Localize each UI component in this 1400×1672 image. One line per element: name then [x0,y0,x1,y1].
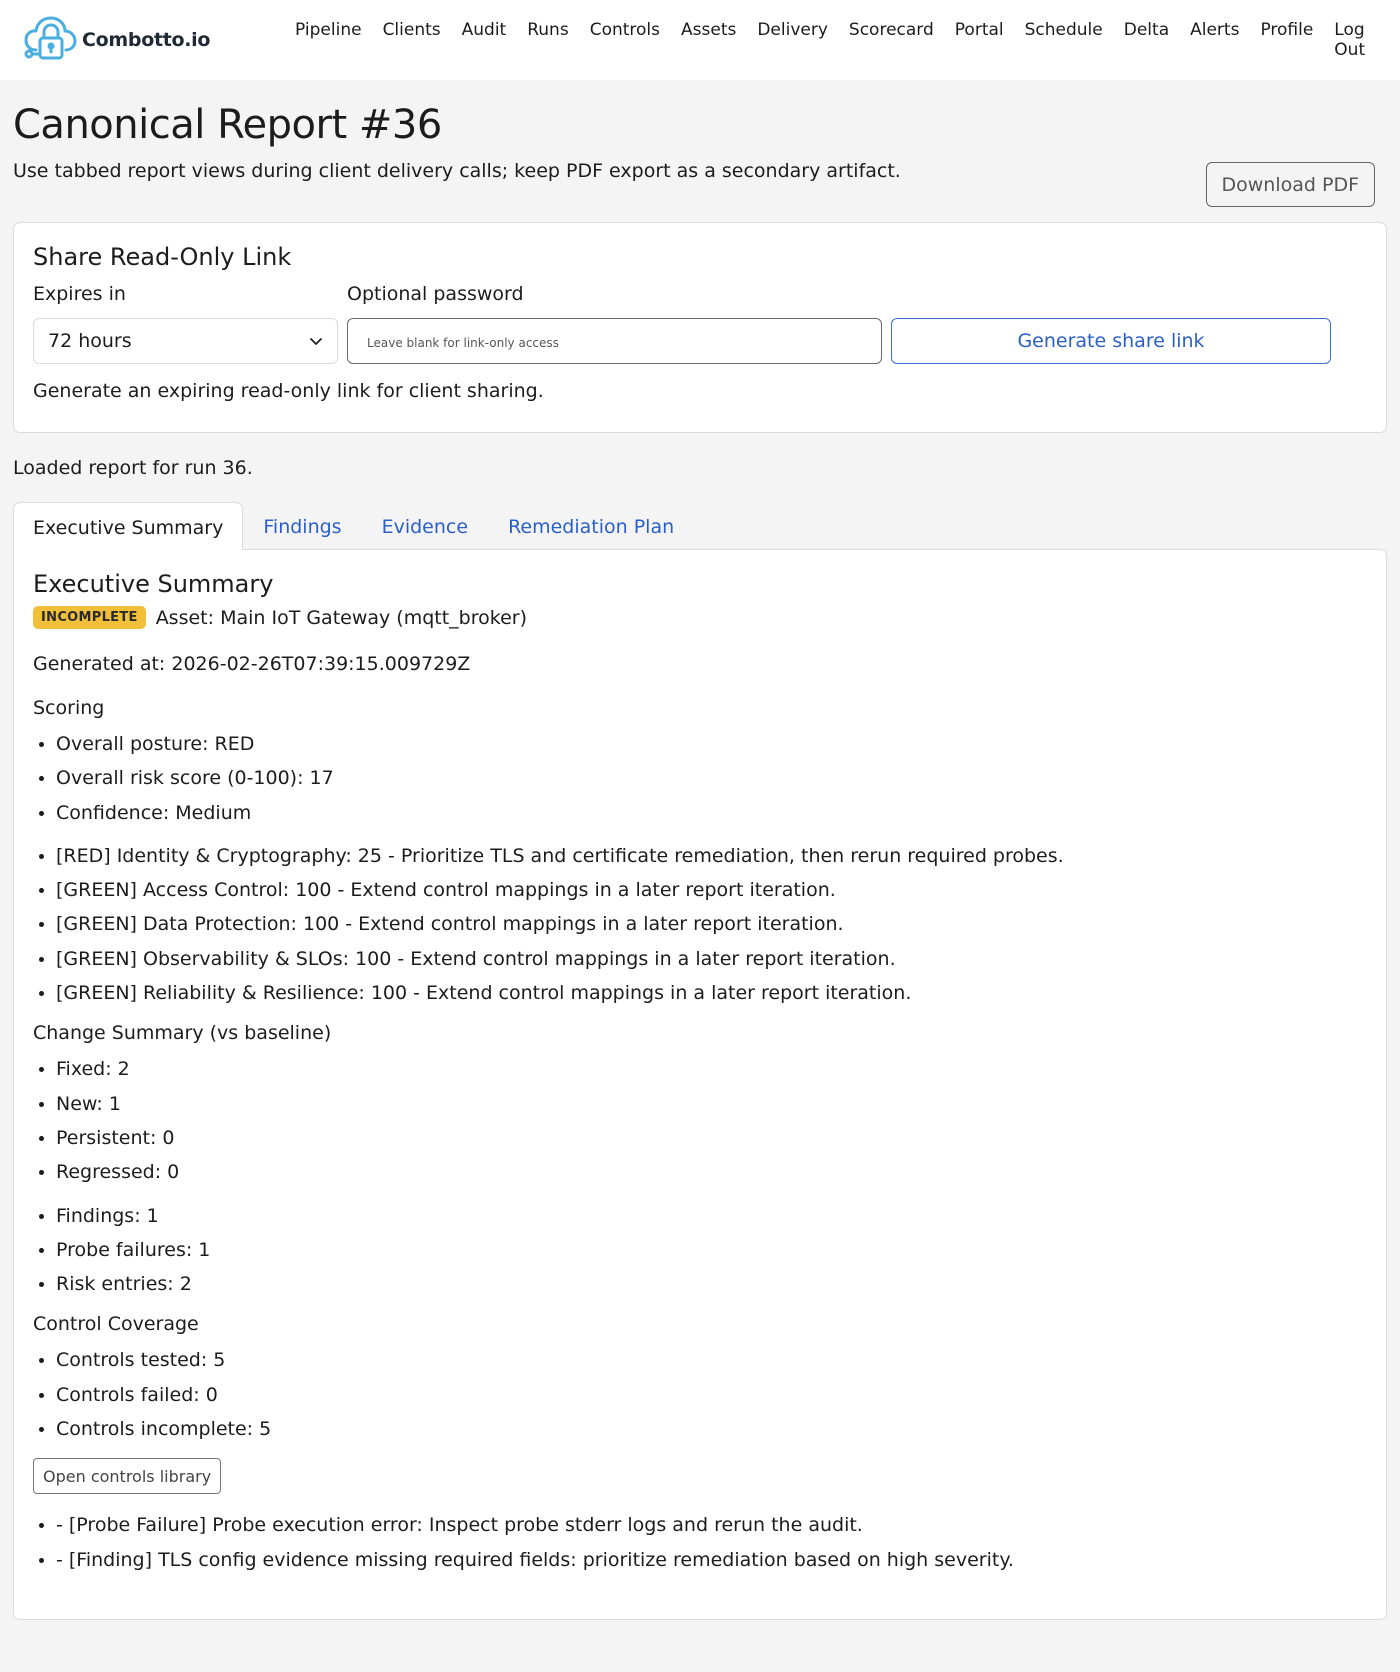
list-item: • Controls tested: 5 [56,1343,1367,1377]
page-title: Canonical Report #36 [13,102,442,148]
control-coverage-label: Control Coverage [33,1313,199,1336]
expires-select[interactable] [33,318,338,364]
scoring-list [33,727,1367,830]
nav-log-out[interactable]: Log Out [1334,20,1366,60]
expires-value: 72 hours [48,330,132,352]
list-item: • Overall risk score (0-100): 17 [56,761,1367,795]
list-item: • Confidence: Medium [56,796,1367,830]
nav-profile[interactable]: Profile [1260,20,1314,40]
expires-field [33,283,338,364]
brand-name: Combotto.io [82,29,211,51]
list-item: • Probe failures: 1 [56,1233,1367,1267]
title-row [13,80,1387,196]
brand[interactable] [22,12,267,68]
cloud-lock-icon [22,12,78,68]
download-pdf-button[interactable]: Download PDF [1206,162,1376,207]
share-link-card [13,222,1387,433]
main-content [0,80,1400,1634]
list-item: • Persistent: 0 [56,1121,1367,1155]
nav-scorecard[interactable]: Scorecard [848,20,934,40]
tab-findings[interactable]: Findings [263,516,342,538]
generated-at: Generated at: 2026-02-26T07:39:15.009729Z [33,653,471,675]
asset-name: Asset: Main IoT Gateway (mqtt_broker) [155,606,528,629]
nav-delivery[interactable]: Delivery [757,20,828,40]
generate-share-link-button[interactable]: Generate share link [891,318,1331,364]
report-tabs [13,501,1387,549]
list-item: • [GREEN] Access Control: 100 - Extend control mappings in a later report iteration. [56,873,1367,907]
share-title: Share Read-Only Link [33,243,292,271]
action-items-list [33,1508,1367,1577]
list-item: • Overall posture: RED [56,727,1367,761]
main-nav [285,20,1378,60]
nav-assets[interactable]: Assets [681,20,737,40]
nav-audit[interactable]: Audit [461,20,507,40]
password-field [347,283,882,364]
domain-scores-list [33,839,1367,1010]
list-item: • - [Finding] TLS config evidence missing required fields: prioritize remediation based on high severity. [56,1543,1367,1577]
expires-label: Expires in [33,283,126,305]
list-item: • [GREEN] Reliability & Resilience: 100 - Extend control mappings in a later report iteration. [56,976,1367,1010]
list-item: • New: 1 [56,1087,1367,1121]
tab-evidence[interactable]: Evidence [381,516,469,538]
page-subtitle: Use tabbed report views during client delivery calls; keep PDF export as a secondary artifact. [13,160,901,182]
list-item: • Controls failed: 0 [56,1378,1367,1412]
nav-pipeline[interactable]: Pipeline [295,20,362,40]
asset-row [33,606,1367,629]
counts-list [33,1199,1367,1302]
password-input[interactable] [347,318,882,364]
list-item: • [GREEN] Observability & SLOs: 100 - Extend control mappings in a later report iteration. [56,942,1367,976]
share-hint: Generate an expiring read-only link for client sharing. [33,380,544,402]
nav-clients[interactable]: Clients [382,20,441,40]
chevron-down-icon [309,334,323,348]
nav-alerts[interactable]: Alerts [1190,20,1240,40]
list-item: • [GREEN] Data Protection: 100 - Extend control mappings in a later report iteration. [56,907,1367,941]
scoring-label: Scoring [33,697,105,719]
nav-portal[interactable]: Portal [954,20,1004,40]
list-item: • Risk entries: 2 [56,1267,1367,1301]
executive-summary-panel [13,549,1387,1620]
change-summary-label: Change Summary (vs baseline) [33,1022,332,1045]
list-item: • Controls incomplete: 5 [56,1412,1367,1446]
tab-remediation-plan[interactable]: Remediation Plan [508,516,675,538]
list-item: • - [Probe Failure] Probe execution error: Inspect probe stderr logs and rerun the audit. [56,1508,1367,1542]
panel-title: Executive Summary [33,570,274,598]
change-summary-list [33,1052,1367,1189]
tab-executive-summary[interactable]: Executive Summary [13,502,243,550]
nav-controls[interactable]: Controls [589,20,661,40]
list-item: • Regressed: 0 [56,1155,1367,1189]
list-item: • Fixed: 2 [56,1052,1367,1086]
share-form [33,283,1367,364]
status-message: Loaded report for run 36. [13,457,253,479]
status-badge: INCOMPLETE [33,606,146,629]
top-nav-bar [0,0,1400,80]
nav-schedule[interactable]: Schedule [1024,20,1103,40]
control-coverage-list [33,1343,1367,1446]
open-controls-library-button[interactable]: Open controls library [33,1458,221,1494]
password-label: Optional password [347,283,524,305]
list-item: • Findings: 1 [56,1199,1367,1233]
nav-delta[interactable]: Delta [1123,20,1170,40]
nav-runs[interactable]: Runs [527,20,569,40]
list-item: • [RED] Identity & Cryptography: 25 - Prioritize TLS and certificate remediation, then rerun required probes. [56,839,1367,873]
